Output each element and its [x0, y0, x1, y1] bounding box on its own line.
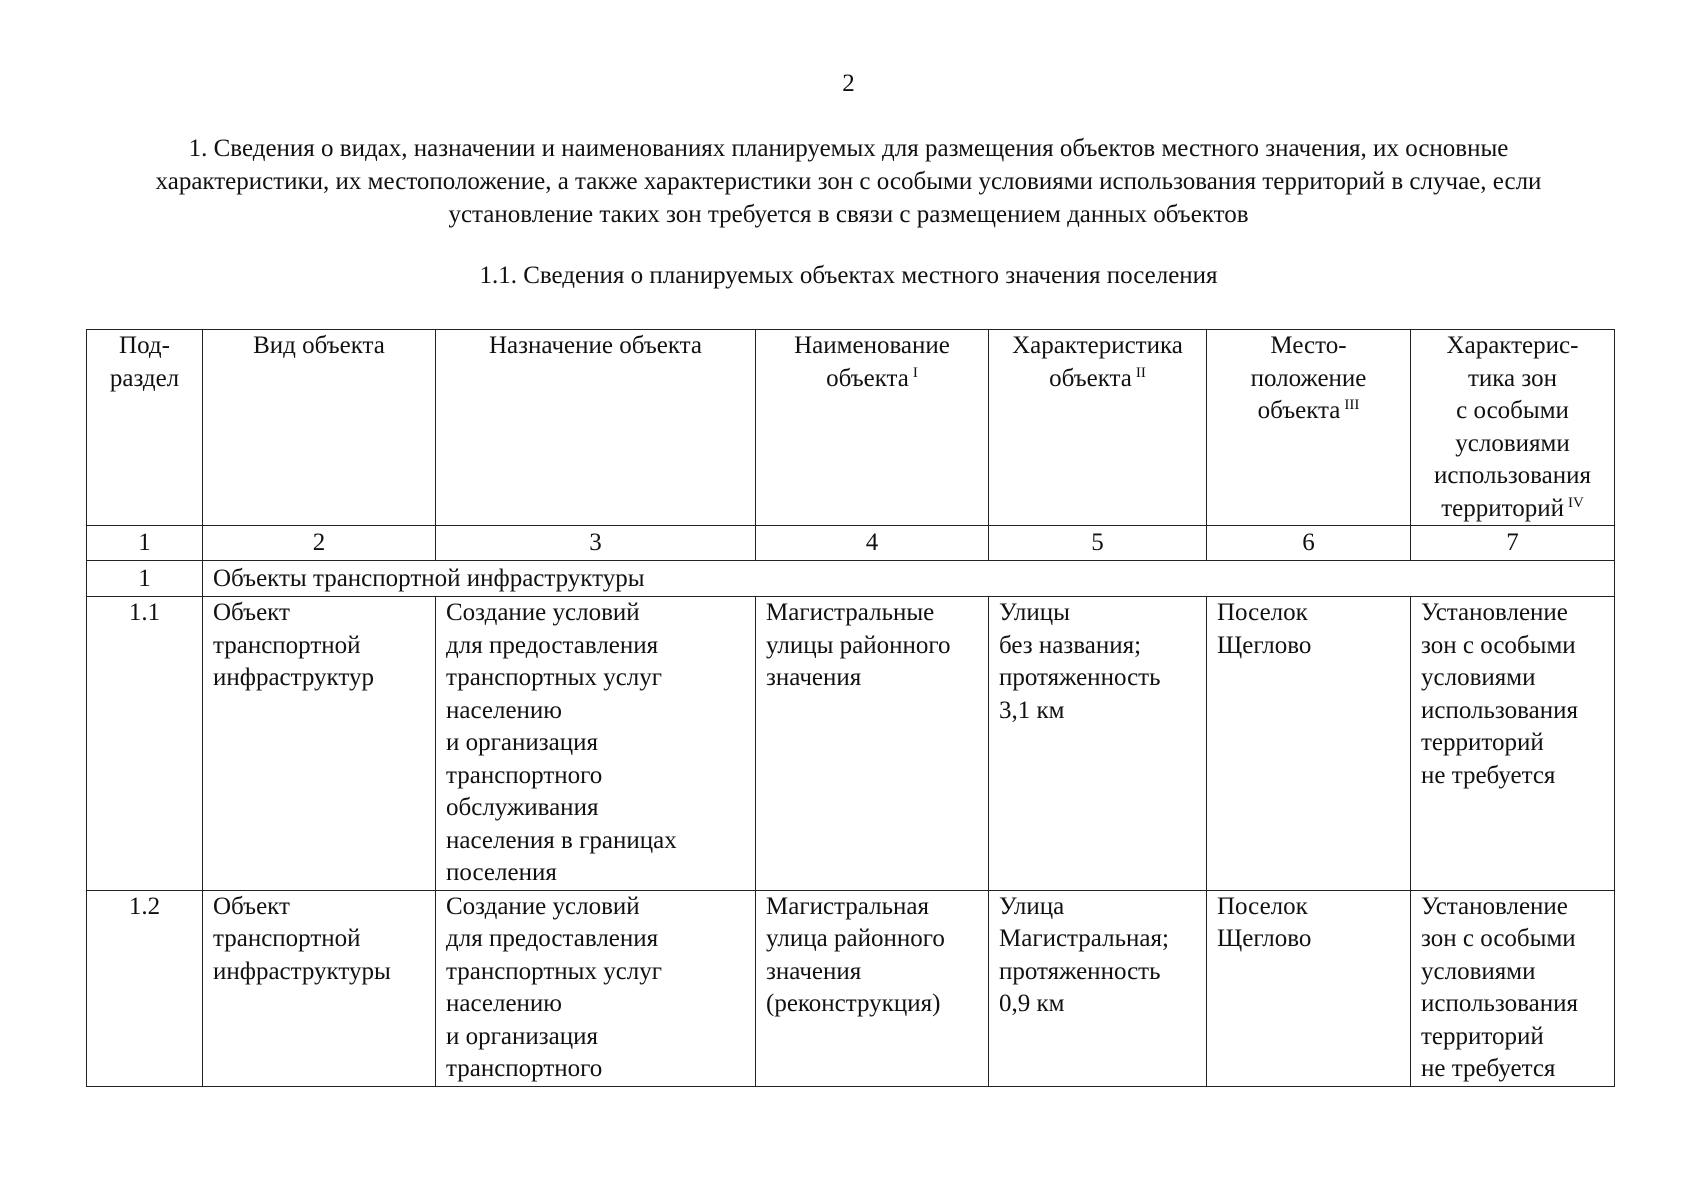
column-number: 7: [1411, 526, 1615, 561]
footnote-mark: III: [1344, 397, 1360, 413]
row-subsection: [87, 890, 203, 1086]
footnote-mark: IV: [1567, 494, 1584, 511]
header-text: Характерис- тика зон с особыми условиями использования территорий: [1434, 332, 1591, 522]
row-purpose: [436, 890, 756, 1086]
header-text: Наименование объекта: [794, 332, 950, 392]
header-text: Вид объекта: [253, 332, 385, 359]
row-zones: [1411, 597, 1615, 891]
header-text: Место- положение объекта: [1250, 332, 1367, 424]
cell-text: Улицы без названия; протяженность 3,1 км: [999, 599, 1161, 724]
footnote-mark: II: [1135, 364, 1146, 381]
column-number: 6: [1207, 526, 1411, 561]
cell-text: Объект транспортной инфраструктуры: [213, 892, 391, 985]
group-row: [87, 561, 1615, 597]
row-zones: [1411, 890, 1615, 1086]
section-title: 1. Сведения о видах, назначении и наименованиях планируемых для размещения объектов местного значения, их основные характеристики, их местоположение, а также характеристики зон с особыми условиями использования территорий в случае, если установление таких зон требуется в связи с размещением данных объектов: [155, 135, 1542, 228]
cell-text: Создание условий для предоставления транспортных услуг населению и организация транспортного обслуживания населения в границах поселения: [446, 599, 677, 886]
row-location: [1207, 597, 1411, 891]
cell-text: Улица Магистральная; протяженность 0,9 км: [999, 892, 1169, 1017]
row-characteristic: [989, 890, 1207, 1086]
column-number: 3: [436, 526, 756, 561]
cell-text: Установление зон с особыми условиями использования территорий не требуется: [1421, 892, 1578, 1082]
header-cell-type: [203, 330, 436, 526]
row-name: [756, 597, 989, 891]
cell-text: Установление зон с особыми условиями использования территорий не требуется: [1421, 599, 1578, 789]
table-row: [87, 890, 1615, 1086]
header-cell-purpose: [436, 330, 756, 526]
header-cell-location: [1207, 330, 1411, 526]
header-text: Под- раздел: [109, 332, 180, 392]
row-subsection: [87, 597, 203, 891]
header-text: Характеристика объекта: [1012, 332, 1183, 392]
column-number-row: [87, 526, 1615, 561]
column-number: 2: [203, 526, 436, 561]
header-cell-characteristic: [989, 330, 1207, 526]
header-cell-subsection: [87, 330, 203, 526]
row-characteristic: [989, 597, 1207, 891]
header-cell-name: [756, 330, 989, 526]
group-title: Объекты транспортной инфраструктуры: [203, 561, 1615, 597]
page-number: 2: [842, 70, 855, 97]
header-cell-zones: [1411, 330, 1615, 526]
cell-text: Магистральная улица районного значения (реконструкция): [766, 892, 945, 1017]
row-name: [756, 890, 989, 1086]
group-number: 1: [87, 561, 203, 597]
cell-text: Создание условий для предоставления транспортных услуг населению и организация транспортного: [446, 892, 663, 1082]
table-header-row: [87, 330, 1615, 526]
row-type: [203, 890, 436, 1086]
cell-text: Магистральные улицы районного значения: [766, 599, 951, 691]
column-number: 4: [756, 526, 989, 561]
row-type: [203, 597, 436, 891]
cell-text: Объект транспортной инфраструктур: [213, 599, 374, 691]
planned-objects-table: [86, 329, 1615, 1087]
header-text: Назначение объекта: [488, 332, 703, 359]
column-number: 5: [989, 526, 1207, 561]
footnote-mark: I: [912, 364, 918, 381]
row-purpose: [436, 597, 756, 891]
cell-text: Поселок Щеглово: [1217, 599, 1312, 659]
row-location: [1207, 890, 1411, 1086]
cell-text: 1.1: [128, 599, 161, 626]
cell-text: 1.2: [128, 892, 161, 920]
cell-text: Поселок Щеглово: [1217, 892, 1312, 952]
table-row: [87, 597, 1615, 891]
column-number: 1: [87, 526, 203, 561]
subsection-title: 1.1. Сведения о планируемых объектах местного значения поселения: [479, 262, 1218, 289]
